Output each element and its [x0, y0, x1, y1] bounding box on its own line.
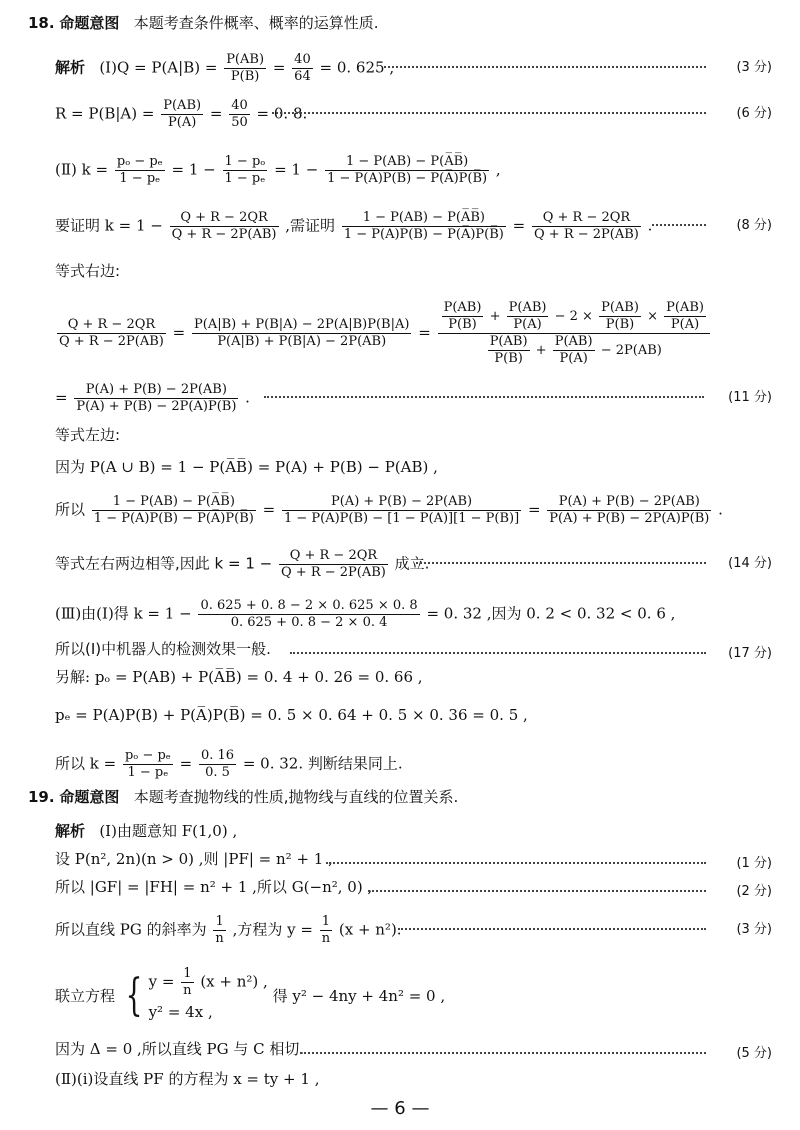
q18-line-4: 要证明 k = 1 − $\frac{Q + R - 2QR}{Q + R - 2P(AB)}$ ,需证明 $\frac{1 - P(AB) - P(A̅B̅)}{1 - P(A)P(B) - P(A̅)P(B̅)}$ = $\frac{Q + R - 2QR}{Q + R - 2P(AB)}$ .: [55, 210, 653, 242]
right-side-label: 等式右边:: [55, 262, 121, 280]
score: (3 分): [736, 60, 772, 75]
q19-heading: 19. 命题意图 本题考查抛物线的性质,抛物线与直线的位置关系.: [28, 788, 459, 806]
score: (2 分): [736, 884, 772, 899]
q18-line-12: 另解: pₒ = P(AB) + P(A̅B̅) = 0. 4 + 0. 26 = 0. 66 ,: [55, 668, 423, 686]
fraction: $\frac{40}{64}$: [294, 52, 311, 84]
fraction: $\frac{P(A) + P(B) - 2P(AB)}{P(A) + P(B) - 2P(A)P(B)}$: [549, 494, 710, 526]
leader-dots: [652, 224, 706, 226]
q19-title-label: 命题意图: [59, 788, 120, 806]
q19-line-5: 联立方程 { y = $\frac{1}{n}$ (x + n²) , y² = 4x , 得 y² − 4ny + 4n² = 0 ,: [55, 966, 800, 1025]
left-side-label: 等式左边:: [55, 426, 121, 444]
leader-dots: [398, 928, 706, 930]
leader-dots: [272, 112, 706, 114]
fraction: $\frac{P(AB)}{P(A)}$: [508, 300, 547, 332]
q18-line-9: 等式左右两边相等,因此 k = 1 − $\frac{Q + R - 2QR}{Q + R - 2P(AB)}$ 成立.: [55, 548, 430, 580]
score: (17 分): [728, 646, 772, 661]
q19-line-7: (Ⅱ)(ⅰ)设直线 PF 的方程为 x = ty + 1 ,: [55, 1070, 320, 1088]
fraction: $\frac{1 - P(AB) - P(A̅B̅)}{1 - P(A)P(B) - P(A̅)P(B̅)}$: [327, 154, 488, 186]
q18-line-2: R = P(B|A) = $\frac{P(AB)}{P(A)}$ = $\frac{40}{50}$ = 0. 8.: [55, 98, 308, 130]
leader-dots: [326, 862, 706, 864]
page-number: — 6 —: [370, 1098, 430, 1119]
leader-dots: [384, 66, 706, 68]
q18-line-7: 因为 P(A ∪ B) = 1 − P(A̅B̅) = P(A) + P(B) − P(AB) ,: [55, 458, 438, 476]
fraction: $\frac{1}{n}$: [183, 966, 192, 998]
fraction: $\frac{Q + R - 2QR}{Q + R - 2P(AB)}$: [59, 317, 164, 349]
q19-line-3: 所以 |GF| = |FH| = n² + 1 ,所以 G(−n², 0) ,: [55, 878, 373, 896]
leader-dots: [416, 562, 706, 564]
fraction: $\frac{P(A) + P(B) - 2P(AB)}{P(A) + P(B) - 2P(A)P(B)}$: [76, 382, 237, 414]
q19-line-6: 因为 Δ = 0 ,所以直线 PG 与 C 相切.: [55, 1040, 305, 1058]
q19-line-1: 解析 (Ⅰ)由题意知 F(1,0) ,: [55, 822, 238, 840]
left-brace-icon: {: [125, 969, 143, 1021]
score: (14 分): [728, 556, 772, 571]
q18-line-1: 解析 (Ⅰ)Q = P(A|B) = $\frac{P(AB)}{P(B)}$ = $\frac{40}{64}$ = 0. 625 ,: [55, 52, 395, 84]
fraction: $\frac{P(A) + P(B) - 2P(AB)}{1 - P(A)P(B) - [1 - P(A)][1 - P(B)]}$: [283, 494, 520, 526]
leader-dots: [290, 652, 706, 654]
fraction: $\frac{P(AB)}{P(A)}$: [554, 334, 593, 366]
leader-dots: [300, 1052, 706, 1054]
score: (1 分): [736, 856, 772, 871]
equation-system: y = $\frac{1}{n}$ (x + n²) , y² = 4x ,: [148, 966, 268, 1021]
q18-title-label: 命题意图: [59, 14, 120, 32]
leader-dots: [368, 890, 706, 892]
q19-line-2: 设 P(n², 2n)(n > 0) ,则 |PF| = n² + 1 ,: [55, 850, 333, 868]
score: (8 分): [736, 218, 772, 233]
score: (3 分): [736, 922, 772, 937]
fraction: $\frac{\text{pₒ − pₑ}}{\text{1 − pₑ}}$: [124, 748, 171, 780]
fraction: $\frac{P(AB)}{P(B)}$: [489, 334, 528, 366]
fraction: $\frac{P(AB)}{P(A)}$: [666, 300, 704, 332]
fraction: $\frac{Q + R - 2QR}{Q + R - 2P(AB)}$: [171, 210, 277, 242]
q18-line-3: (Ⅱ) k = $\frac{\text{pₒ − pₑ}}{\text{1 − pₑ}}$ = 1 − $\frac{\text{1 − pₒ}}{\text{1 − pₑ}}$ = 1 − $\frac{1 - P(AB) - P(A̅B̅)}{1 - P(A)P(B) - P(A̅)P(B̅)}$ ,: [55, 154, 501, 186]
fraction: $\frac{P(AB)}{P(B)}$: [443, 300, 482, 332]
fraction: $\frac{P(AB)}{P(B)}$: [226, 52, 265, 84]
q18-line-14: 所以 k = $\frac{\text{pₒ − pₑ}}{\text{1 − pₑ}}$ = $\frac{0. 16}{0. 5}$ = 0. 32. 判断结果同上.: [55, 748, 403, 780]
score: (11 分): [728, 390, 772, 405]
q18-intro: 本题考查条件概率、概率的运算性质.: [133, 14, 379, 32]
score: (5 分): [736, 1046, 772, 1061]
q18-line-5: $\frac{Q + R - 2QR}{Q + R - 2P(AB)}$ = $\frac{P(A|B) + P(B|A) - 2P(A|B)P(B|A)}{P(A|B) + P(B|A) - 2P(AB)}$ = $\frac{P(AB)}{P(B)}$ + $\frac{P(AB)}{P(A)}$ − 2 × $\frac{P(AB)}{P(B)}$ × $\frac{P(AB)}{P(A)}$ $\frac{P(AB)}{P(B)}$ + $\frac{P(AB)}{P(A)}$ − 2P(AB): [55, 300, 800, 367]
fraction: $\frac{Q + R - 2QR}{Q + R - 2P(AB)}$: [534, 210, 639, 242]
fraction: $\frac{1}{n}$: [215, 914, 224, 946]
fraction: $\frac{1 - P(AB) - P(A̅B̅)}{1 - P(A)P(B) - P(A̅)P(B̅)}$: [93, 494, 254, 526]
fraction: $\frac{P(AB)}{P(B)}$: [601, 300, 639, 332]
compound-fraction: $\frac{P(AB)}{P(B)}$ + $\frac{P(AB)}{P(A)}$ − 2 × $\frac{P(AB)}{P(B)}$ × $\frac{P(AB)}{P(A)}$ $\frac{P(AB)}{P(B)}$ + $\frac{P(AB)}{P(A)}$ − 2P(AB): [438, 300, 710, 367]
q18-line-13: pₑ = P(A)P(B) + P(A̅)P(B̅) = 0. 5 × 0. 64 + 0. 5 × 0. 36 = 0. 5 ,: [55, 706, 528, 724]
fraction: $\frac{P(AB)}{P(A)}$: [163, 98, 202, 130]
score: (6 分): [736, 106, 772, 121]
fraction: $\frac{1}{n}$: [321, 914, 331, 946]
fraction: $\frac{1 - P(AB) - P(A̅B̅)}{1 - P(A)P(B) - P(A̅)P(B̅)}$: [343, 210, 504, 242]
leader-dots: [264, 396, 704, 398]
q19-line-4: 所以直线 PG 的斜率为 $\frac{1}{n}$ ,方程为 y = $\frac{1}{n}$ (x + n²).: [55, 914, 402, 946]
q18-line-11: 所以(Ⅰ)中机器人的检测效果一般.: [55, 640, 271, 658]
fraction: $\frac{0. 16}{0. 5}$: [200, 748, 235, 780]
fraction: $\frac{0. 625 + 0. 8 - 2 \times 0. 625 \times 0. 8}{0. 625 + 0. 8 - 2 \times 0. 4}$: [200, 598, 418, 630]
q18-line-6: = $\frac{P(A) + P(B) - 2P(AB)}{P(A) + P(B) - 2P(A)P(B)}$ .: [55, 382, 250, 414]
fraction: $\frac{P(A|B) + P(B|A) - 2P(A|B)P(B|A)}{P(A|B) + P(B|A) - 2P(AB)}$: [194, 317, 410, 349]
fraction: $\frac{Q + R - 2QR}{Q + R - 2P(AB)}$: [281, 548, 386, 580]
fraction: $\frac{\text{1 − pₒ}}{\text{1 − pₑ}}$: [224, 154, 266, 186]
q18-heading: 18. 命题意图 本题考查条件概率、概率的运算性质.: [28, 14, 379, 32]
q18-line-8: 所以 $\frac{1 - P(AB) - P(A̅B̅)}{1 - P(A)P(B) - P(A̅)P(B̅)}$ = $\frac{P(A) + P(B) - 2P(AB)}{1 - P(A)P(B) - [1 - P(A)][1 - P(B)]}$ = $\frac{P(A) + P(B) - 2P(AB)}{P(A) + P(B) - 2P(A)P(B)}$ .: [55, 494, 723, 526]
q19-intro: 本题考查抛物线的性质,抛物线与直线的位置关系.: [133, 788, 459, 806]
fraction: $\frac{40}{50}$: [231, 98, 248, 130]
q18-line-10: (Ⅲ)由(Ⅰ)得 k = 1 − $\frac{0. 625 + 0. 8 - 2 \times 0. 625 \times 0. 8}{0. 625 + 0. 8 - 2 \times 0. 4}$ = 0. 32 ,因为 0. 2 < 0. 32 < 0. 6 ,: [55, 598, 676, 630]
fraction: $\frac{\text{pₒ − pₑ}}{\text{1 − pₑ}}$: [116, 154, 163, 186]
